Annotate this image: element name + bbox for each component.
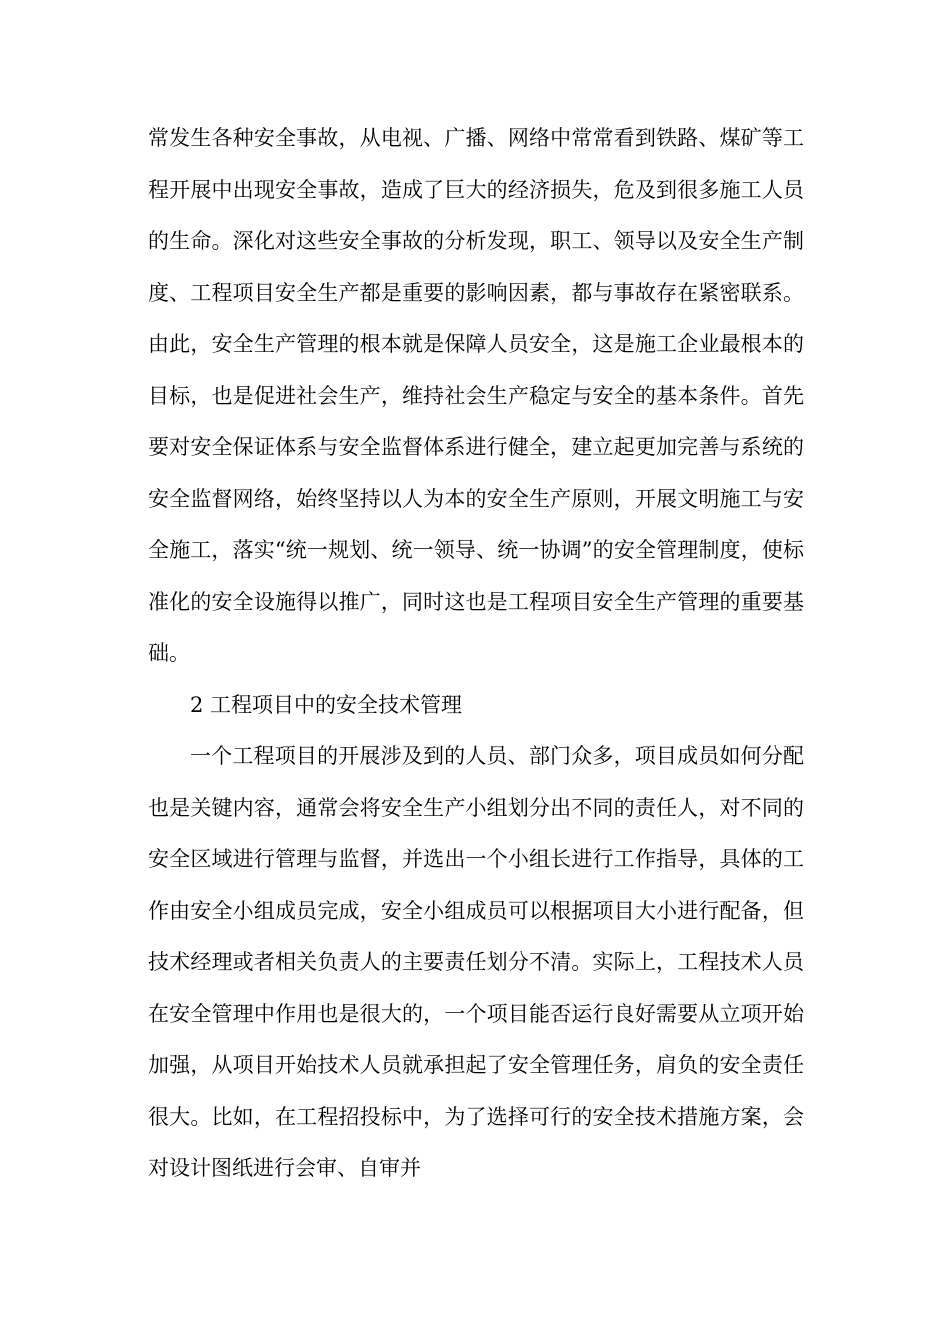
paragraph: 一个工程项目的开展涉及到的人员、部门众多，项目成员如何分配也是关键内容，通常会将安全生产小组划分出不同的责任人，对不同的安全区域进行管理与监督，并选出一个小组长进行工作指导，具体的工作由安全小组成员完成，安全小组成员可以根据项目大小进行配备，但技术经理或者相关负责人的主要责任划分不清。实际上，工程技术人员在安全管理中作用也是很大的，一个项目能否运行良好需要从立项开始加强，从项目开始技术人员就承担起了安全管理任务，肩负的安全责任很大。比如，在工程招投标中，为了选择可行的安全技术措施方案，会对设计图纸进行会审、自审并 — [148, 744, 804, 1180]
paragraph-continued: 常发生各种安全事故，从电视、广播、网络中常常看到铁路、煤矿等工程开展中出现安全事故，造成了巨大的经济损失，危及到很多施工人员的生命。深化对这些安全事故的分析发现，职工、领导以及安全生产制度、工程项目安全生产都是重要的影响因素，都与事故存在紧密联系。由此，安全生产管理的根本就是保障人员安全，这是施工企业最根本的目标，也是促进社会生产，维持社会生产稳定与安全的基本条件。首先要对安全保证体系与安全监督体系进行健全，建立起更加完善与系统的安全监督网络，始终坚持以人为本的安全生产原则，开展文明施工与安全施工，落实“统一规划、统一领导、统一协调”的安全管理制度，使标准化的安全设施得以推广，同时这也是工程项目安全生产管理的重要基础。 — [148, 126, 804, 665]
section-heading: 2 工程项目中的安全技术管理 — [190, 692, 463, 717]
document-body — [148, 113, 804, 1195]
